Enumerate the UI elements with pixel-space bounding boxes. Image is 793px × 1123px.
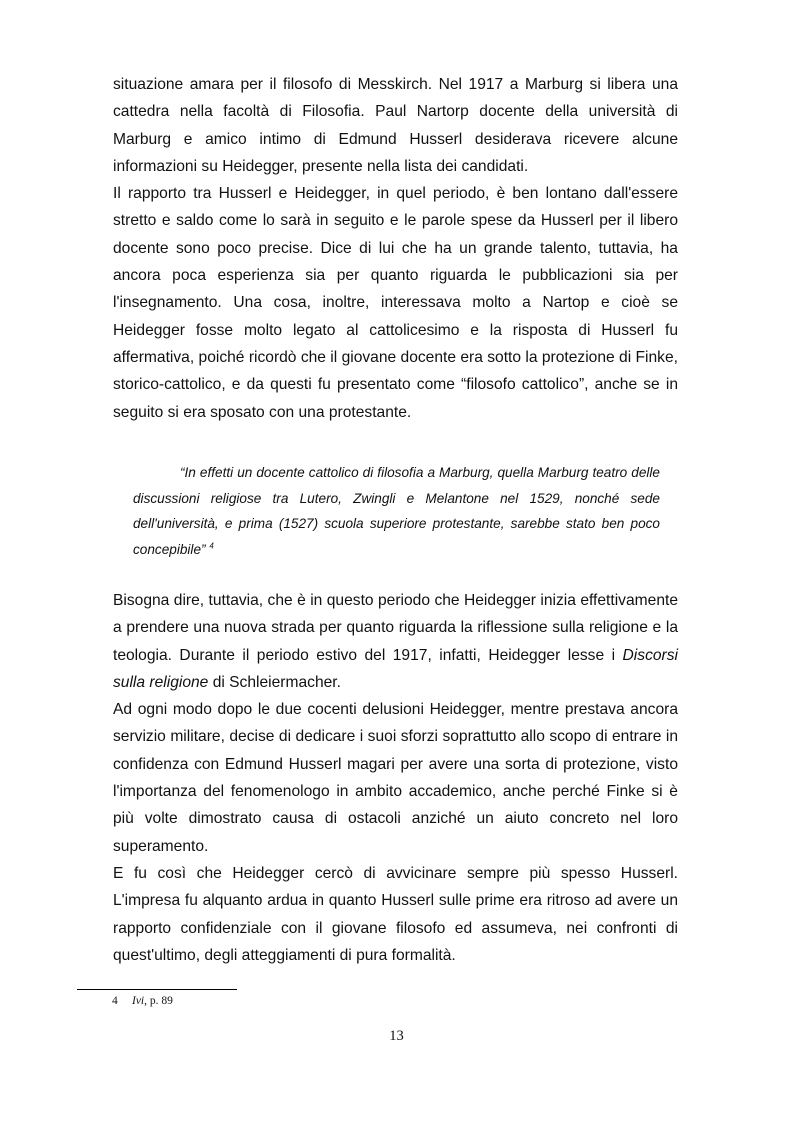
book-title: Discorsi sulla religione: [113, 646, 678, 691]
page-number: 13: [389, 1028, 404, 1044]
footnote-source: Ivi: [132, 995, 145, 1007]
footnote-reference: 4: [209, 541, 214, 551]
footnote: [112, 994, 173, 1008]
paragraph: [113, 587, 678, 696]
paragraph: Ad ogni modo dopo le due cocenti delusioni Heidegger, mentre prestava ancora servizio militare, decise di dedicare i suoi sforzi soprattutto allo scopo di entrare in confidenza con Edmund Husserl magari per avere una sorta di protezione, visto l'importanza del fenomenologo in ambito accademico, anche perché Finke si è più volte dimostrato causa di ostacoli anziché un aiuto concreto nel loro superamento.: [113, 701, 678, 855]
block-quote: [133, 460, 660, 562]
quote-paragraph: [133, 460, 660, 562]
paragraph-text: di Schleiermacher.: [208, 673, 341, 691]
footnote-page: , p. 89: [144, 995, 173, 1007]
quote-text: “In effetti un docente cattolico di filosofia a Marburg, quella Marburg teatro delle discussioni religiose tra Lutero, Zwingli e Melantone nel 1529, nonché sede dell'università, e prima (1527) scuola superiore protestante, sarebbe stato ben poco concepibile”: [133, 465, 660, 557]
paragraph: E fu così che Heidegger cercò di avvicinare sempre più spesso Husserl. L'impresa fu alquanto ardua in quanto Husserl sulle prime era ritroso ad avere un rapporto confidenziale con il giovane filosofo ed assumeva, nei confronti di quest'ultimo, degli atteggiamenti di pura formalità.: [113, 864, 678, 964]
paragraph-text: Bisogna dire, tuttavia, che è in questo periodo che Heidegger inizia effettivamente a prendere una nuova strada per quanto riguarda la riflessione sulla religione e la teologia. Durante il periodo estivo del 1917, infatti, Heidegger lesse i: [113, 592, 678, 664]
paragraph: Il rapporto tra Husserl e Heidegger, in quel periodo, è ben lontano dall'essere stretto e saldo come lo sarà in seguito e le parole spese da Husserl per il libero docente sono poco precise. Dice di lui che ha un grande talento, tuttavia, ha ancora poca esperienza sia per quanto riguarda le pubblicazioni sia per l'insegnamento. Una cosa, inoltre, interessava molto a Nartop e cioè se Heidegger fosse molto legato al cattolicesimo e la risposta di Husserl fu affermativa, poiché ricordò che il giovane docente era sotto la protezione di Finke, storico-cattolico, e da questi fu presentato come “filosofo cattolico”, anche se in seguito si era sposato con una protestante.: [113, 185, 678, 421]
footnote-number: 4: [112, 995, 118, 1007]
paragraph: situazione amara per il filosofo di Messkirch. Nel 1917 a Marburg si libera una cattedra nella facoltà di Filosofia. Paul Nartorp docente della università di Marburg e amico intimo di Edmund Husserl desiderava ricevere alcune informazioni su Heidegger, presente nella lista dei candidati.: [113, 76, 678, 175]
body-text-bottom: [113, 587, 678, 969]
body-text-top: [113, 71, 678, 426]
footnote-separator: [77, 989, 237, 990]
